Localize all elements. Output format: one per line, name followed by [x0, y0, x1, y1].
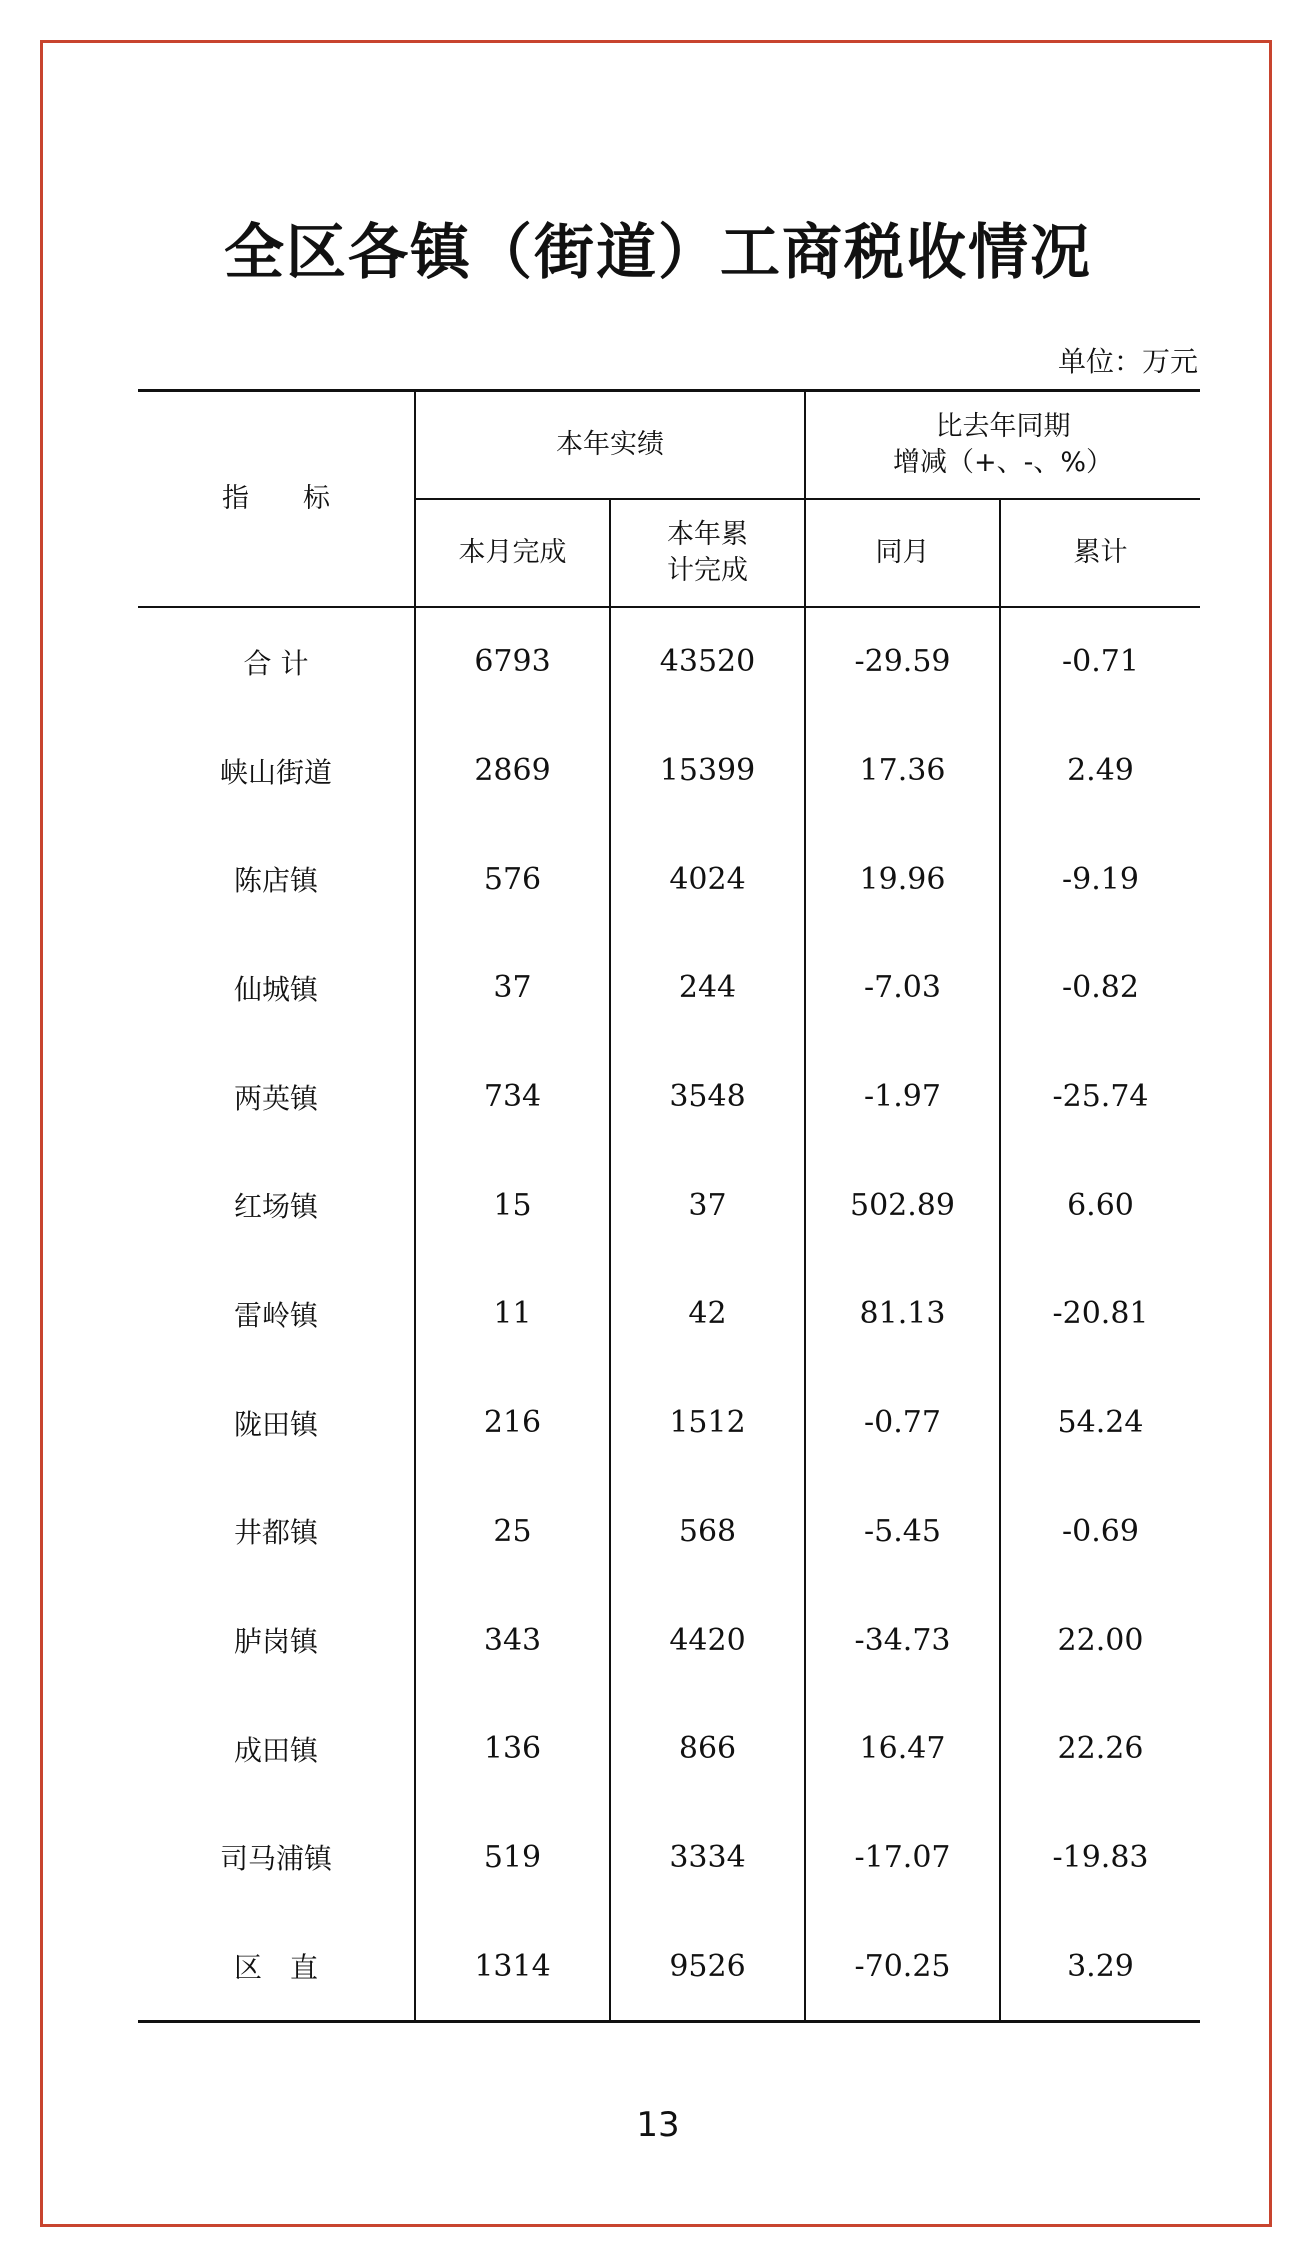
row-name: 仙城镇	[233, 972, 318, 1006]
row-name: 司马浦镇	[219, 1842, 332, 1876]
page-number: 13	[636, 2105, 680, 2145]
row-ytd: 244	[610, 934, 805, 1043]
row-ytd: 4420	[610, 1586, 805, 1695]
row-yoy-cum: -0.69	[1000, 1477, 1200, 1586]
row-yoy-cum: -0.71	[1000, 607, 1200, 717]
header-same-month: 同月	[805, 499, 1000, 607]
row-ytd: 3334	[610, 1803, 805, 1912]
row-name: 合 计	[243, 646, 309, 680]
row-month: 734	[415, 1042, 610, 1151]
row-ytd: 866	[610, 1694, 805, 1803]
row-month: 1314	[415, 1912, 610, 2022]
row-yoy-month: -7.03	[805, 934, 1000, 1043]
table-row	[138, 1586, 1200, 1695]
table-row	[138, 1260, 1200, 1369]
row-ytd: 37	[610, 1151, 805, 1260]
page-title: 全区各镇（街道）工商税收情况	[224, 218, 1092, 288]
row-month: 15	[415, 1151, 610, 1260]
row-yoy-month: -17.07	[805, 1803, 1000, 1912]
row-name: 两英镇	[233, 1081, 318, 1115]
row-month: 11	[415, 1260, 610, 1369]
row-yoy-cum: -25.74	[1000, 1042, 1200, 1151]
header-actual-group: 本年实绩	[415, 391, 805, 499]
table-row	[138, 1368, 1200, 1477]
row-month: 343	[415, 1586, 610, 1695]
row-ytd: 4024	[610, 825, 805, 934]
row-month: 25	[415, 1477, 610, 1586]
row-yoy-cum: 22.00	[1000, 1586, 1200, 1695]
header-ytd-done	[610, 499, 805, 607]
table-row	[138, 1694, 1200, 1803]
table-row	[138, 934, 1200, 1043]
row-ytd: 1512	[610, 1368, 805, 1477]
table-row	[138, 1042, 1200, 1151]
row-yoy-cum: 3.29	[1000, 1912, 1200, 2022]
row-name: 井都镇	[233, 1516, 318, 1550]
row-yoy-month: 17.36	[805, 716, 1000, 825]
row-yoy-month: -5.45	[805, 1477, 1000, 1586]
row-ytd: 3548	[610, 1042, 805, 1151]
table-row	[138, 1151, 1200, 1260]
row-name: 雷岭镇	[233, 1298, 318, 1332]
tax-table	[138, 389, 1200, 2023]
row-yoy-cum: -20.81	[1000, 1260, 1200, 1369]
row-yoy-cum: 54.24	[1000, 1368, 1200, 1477]
row-yoy-month: -1.97	[805, 1042, 1000, 1151]
row-yoy-cum: -19.83	[1000, 1803, 1200, 1912]
row-ytd: 9526	[610, 1912, 805, 2022]
row-yoy-month: -0.77	[805, 1368, 1000, 1477]
header-month-done: 本月完成	[415, 499, 610, 607]
row-yoy-month: 502.89	[805, 1151, 1000, 1260]
row-month: 37	[415, 934, 610, 1043]
row-yoy-cum: 6.60	[1000, 1151, 1200, 1260]
row-ytd: 15399	[610, 716, 805, 825]
table-row	[138, 607, 1200, 717]
header-indicator: 指 标	[138, 391, 415, 607]
row-yoy-month: -34.73	[805, 1586, 1000, 1695]
row-month: 519	[415, 1803, 610, 1912]
row-yoy-month: -29.59	[805, 607, 1000, 717]
unit-label: 单位：万元	[1057, 345, 1198, 378]
row-yoy-cum: 22.26	[1000, 1694, 1200, 1803]
table-row	[138, 825, 1200, 934]
row-yoy-month: -70.25	[805, 1912, 1000, 2022]
row-name: 成田镇	[233, 1733, 318, 1767]
row-month: 576	[415, 825, 610, 934]
table-row	[138, 1477, 1200, 1586]
table-row	[138, 716, 1200, 825]
table-row	[138, 1912, 1200, 2022]
row-name: 红场镇	[233, 1190, 318, 1224]
row-name: 陇田镇	[233, 1407, 318, 1441]
row-name: 峡山街道	[219, 755, 332, 789]
row-name: 胪岗镇	[233, 1625, 318, 1659]
header-change-line1: 比去年同期	[935, 410, 1071, 442]
row-month: 136	[415, 1694, 610, 1803]
row-ytd: 43520	[610, 607, 805, 717]
row-yoy-month: 81.13	[805, 1260, 1000, 1369]
row-name: 区 直	[233, 1951, 318, 1985]
row-month: 216	[415, 1368, 610, 1477]
row-name: 陈店镇	[233, 864, 318, 898]
row-month: 2869	[415, 716, 610, 825]
header-change-line2: 增减（+、-、%）	[892, 446, 1114, 478]
row-ytd: 42	[610, 1260, 805, 1369]
table-row	[138, 1803, 1200, 1912]
header-change-group	[805, 391, 1200, 499]
row-yoy-cum: -9.19	[1000, 825, 1200, 934]
row-yoy-cum: -0.82	[1000, 934, 1200, 1043]
row-yoy-cum: 2.49	[1000, 716, 1200, 825]
row-month: 6793	[415, 607, 610, 717]
header-ytd-line1: 本年累	[667, 518, 748, 550]
row-yoy-month: 19.96	[805, 825, 1000, 934]
header-cumulative: 累计	[1000, 499, 1200, 607]
row-ytd: 568	[610, 1477, 805, 1586]
row-yoy-month: 16.47	[805, 1694, 1000, 1803]
header-ytd-line2: 计完成	[667, 554, 748, 586]
